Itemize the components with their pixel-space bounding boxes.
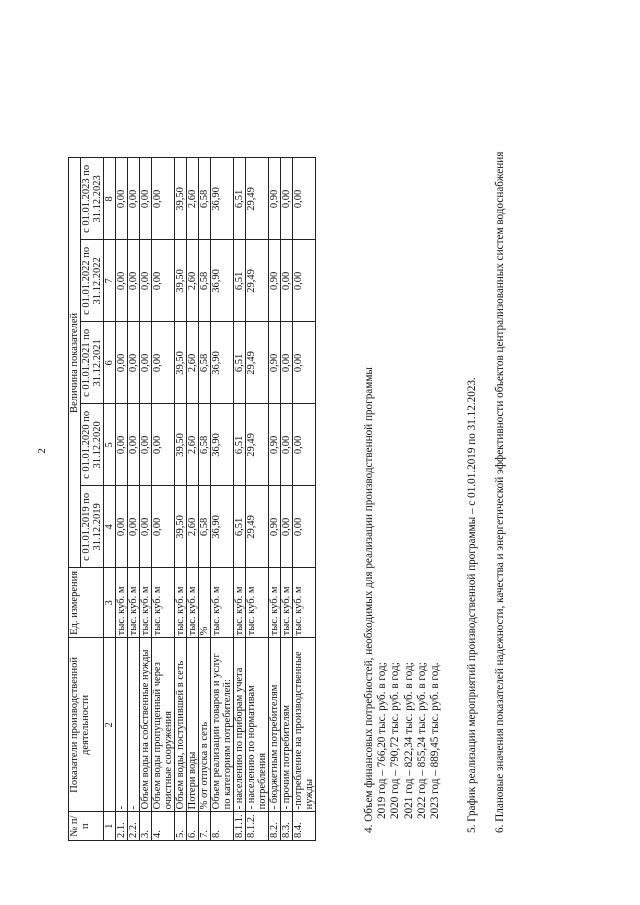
row-number: 2.1. <box>116 812 128 841</box>
row-value: 0,00 <box>140 486 152 568</box>
row-value: 0,00 <box>128 322 140 404</box>
row-name: - бюджетным потребителям <box>269 638 281 812</box>
row-number: 8.4. <box>293 812 316 841</box>
row-value: 2,60 <box>187 486 199 568</box>
row-number: 8.1.1. <box>234 812 246 841</box>
row-value: 0,00 <box>281 158 293 240</box>
row-value: 0,00 <box>128 158 140 240</box>
row-name: Объем воды, поступившей в сеть <box>175 638 187 812</box>
table-row <box>211 158 234 841</box>
row-value: 6,58 <box>199 404 211 486</box>
row-value: 29,49 <box>246 240 269 322</box>
table-row <box>281 158 293 841</box>
col-number: 8 <box>104 158 116 240</box>
row-value: 6,58 <box>199 158 211 240</box>
row-value: 0,00 <box>293 486 316 568</box>
row-value: 0,90 <box>269 322 281 404</box>
schedule-paragraph: 5. График реализации мероприятий производственной программы – с 01.01.2019 по 31.12.2023. <box>466 377 478 833</box>
col-number: 5 <box>104 404 116 486</box>
row-value: 2,60 <box>187 404 199 486</box>
row-name: - прочим потребителям <box>281 638 293 812</box>
table-row <box>269 158 281 841</box>
row-name: Объем реализации товаров и услуг по категориям потребителей: <box>211 638 234 812</box>
table-row <box>175 158 187 841</box>
row-number: 5. <box>175 812 187 841</box>
col-number: 2 <box>104 638 116 812</box>
row-value: 2,60 <box>187 240 199 322</box>
col-number: 6 <box>104 322 116 404</box>
row-value: 0,90 <box>269 240 281 322</box>
row-value: 39,50 <box>175 486 187 568</box>
table-row <box>293 158 316 841</box>
financing-year: 2023 год – 889,45 тыс. руб. в год. <box>429 662 442 819</box>
row-value: 0,00 <box>281 486 293 568</box>
row-unit: тыс. куб. м <box>116 568 128 638</box>
row-value: 0,00 <box>116 158 128 240</box>
col-number: 1 <box>104 812 116 841</box>
header-no: № п/п <box>69 812 104 841</box>
row-value: 0,00 <box>140 240 152 322</box>
row-unit: тыс. куб. м <box>293 568 316 638</box>
row-value: 0,00 <box>293 240 316 322</box>
table-row <box>152 158 175 841</box>
financing-year: 2020 год – 790,72 тыс. руб. в год; <box>389 662 402 819</box>
row-value: 0,00 <box>152 240 175 322</box>
row-value: 0,00 <box>293 158 316 240</box>
financing-section <box>363 367 442 833</box>
row-name: -потребление на производственные нужды <box>293 638 316 812</box>
row-value: 29,49 <box>246 404 269 486</box>
col-number: 4 <box>104 486 116 568</box>
row-value: 0,00 <box>293 322 316 404</box>
col-number: 7 <box>104 240 116 322</box>
header-group: Величина показателей <box>69 158 81 568</box>
row-value: 36,90 <box>211 322 234 404</box>
header-period: с 01.01.2020 по 31.12.2020 <box>81 404 104 486</box>
row-value: 39,50 <box>175 322 187 404</box>
row-value: 0,00 <box>281 240 293 322</box>
row-number: 8.3. <box>281 812 293 841</box>
col-number: 3 <box>104 568 116 638</box>
indicators-table <box>68 157 316 841</box>
row-value: 0,00 <box>281 322 293 404</box>
row-value: 0,00 <box>152 158 175 240</box>
page-number: 2 <box>36 448 48 454</box>
row-unit: тыс. куб. м <box>246 568 269 638</box>
row-name: % от отпуска в сеть <box>199 638 211 812</box>
row-value: 29,49 <box>246 158 269 240</box>
row-name: Потери воды <box>187 638 199 812</box>
row-name: - <box>116 638 128 812</box>
row-value: 0,90 <box>269 486 281 568</box>
row-value: 39,50 <box>175 240 187 322</box>
row-value: 36,90 <box>211 486 234 568</box>
row-value: 0,00 <box>293 404 316 486</box>
row-unit: тыс. куб. м <box>175 568 187 638</box>
row-unit: тыс. куб. м <box>187 568 199 638</box>
row-value: 6,51 <box>234 486 246 568</box>
row-value: 6,58 <box>199 322 211 404</box>
table-row <box>116 158 128 841</box>
row-number: 3. <box>140 812 152 841</box>
row-value: 29,49 <box>246 322 269 404</box>
row-value: 6,51 <box>234 158 246 240</box>
table-row <box>234 158 246 841</box>
financing-heading: 4. Объем финансовых потребностей, необходимых для реализации производственной программы <box>363 367 375 833</box>
row-unit: тыс. куб. м <box>269 568 281 638</box>
row-value: 0,00 <box>128 404 140 486</box>
row-value: 2,60 <box>187 322 199 404</box>
row-name: - населению по нормативам потребления <box>246 638 269 812</box>
row-name: - населению по приборам учета <box>234 638 246 812</box>
header-period: с 01.01.2019 по 31.12.2019 <box>81 486 104 568</box>
row-value: 0,00 <box>152 486 175 568</box>
row-value: 0,00 <box>128 486 140 568</box>
row-value: 0,00 <box>140 322 152 404</box>
row-number: 8.2. <box>269 812 281 841</box>
table-row <box>246 158 269 841</box>
header-period: с 01.01.2023 по 31.12.2023 <box>81 158 104 240</box>
row-value: 0,00 <box>116 240 128 322</box>
row-value: 36,90 <box>211 404 234 486</box>
row-value: 0,00 <box>152 404 175 486</box>
row-value: 6,58 <box>199 486 211 568</box>
row-value: 0,00 <box>140 158 152 240</box>
table-row <box>187 158 199 841</box>
header-unit: Ед. измерения <box>69 568 104 638</box>
row-number: 8.1.2. <box>246 812 269 841</box>
row-value: 0,90 <box>269 158 281 240</box>
row-value: 0,00 <box>140 404 152 486</box>
row-value: 6,51 <box>234 404 246 486</box>
row-value: 6,58 <box>199 240 211 322</box>
row-unit: тыс. куб. м <box>140 568 152 638</box>
row-value: 39,50 <box>175 404 187 486</box>
header-period: с 01.01.2021 по 31.12.2021 <box>81 322 104 404</box>
row-number: 7. <box>199 812 211 841</box>
row-value: 2,60 <box>187 158 199 240</box>
header-name: Показатели производственной деятельности <box>69 638 104 812</box>
row-value: 6,51 <box>234 322 246 404</box>
row-number: 4. <box>152 812 175 841</box>
row-value: 0,90 <box>269 404 281 486</box>
row-unit: тыс. куб. м <box>234 568 246 638</box>
row-unit: % <box>199 568 211 638</box>
row-value: 36,90 <box>211 240 234 322</box>
financing-year: 2019 год – 766,20 тыс. руб. в год; <box>376 662 389 819</box>
row-name: Объем воды на собственные нужды <box>140 638 152 812</box>
plan-values-paragraph: 6. Плановые значения показателей надежности, качества и энергетической эффективности объектов централизованных систем водоснабжения <box>494 151 506 833</box>
table-row <box>140 158 152 841</box>
row-value: 29,49 <box>246 486 269 568</box>
row-value: 0,00 <box>116 404 128 486</box>
financing-year: 2022 год – 855,24 тыс. руб. в год; <box>415 662 428 819</box>
row-unit: тыс. куб. м <box>128 568 140 638</box>
header-period: с 01.01.2022 по 31.12.2022 <box>81 240 104 322</box>
row-value: 0,00 <box>116 486 128 568</box>
row-unit: тыс. куб. м <box>281 568 293 638</box>
table-row <box>199 158 211 841</box>
table-header-row <box>69 158 81 841</box>
row-value: 0,00 <box>116 322 128 404</box>
row-value: 39,50 <box>175 158 187 240</box>
row-value: 0,00 <box>281 404 293 486</box>
row-name: - <box>128 638 140 812</box>
row-value: 0,00 <box>152 322 175 404</box>
row-unit: тыс. куб. м <box>152 568 175 638</box>
column-number-row <box>104 158 116 841</box>
row-number: 2.2. <box>128 812 140 841</box>
row-value: 6,51 <box>234 240 246 322</box>
row-number: 8. <box>211 812 234 841</box>
row-name: Объем воды пропущенный через очистные сооружения <box>152 638 175 812</box>
row-unit: тыс. куб. м <box>211 568 234 638</box>
row-number: 6. <box>187 812 199 841</box>
table-row <box>128 158 140 841</box>
row-value: 0,00 <box>128 240 140 322</box>
row-value: 36,90 <box>211 158 234 240</box>
financing-year: 2021 год – 822,34 тыс. руб. в год; <box>402 662 415 819</box>
